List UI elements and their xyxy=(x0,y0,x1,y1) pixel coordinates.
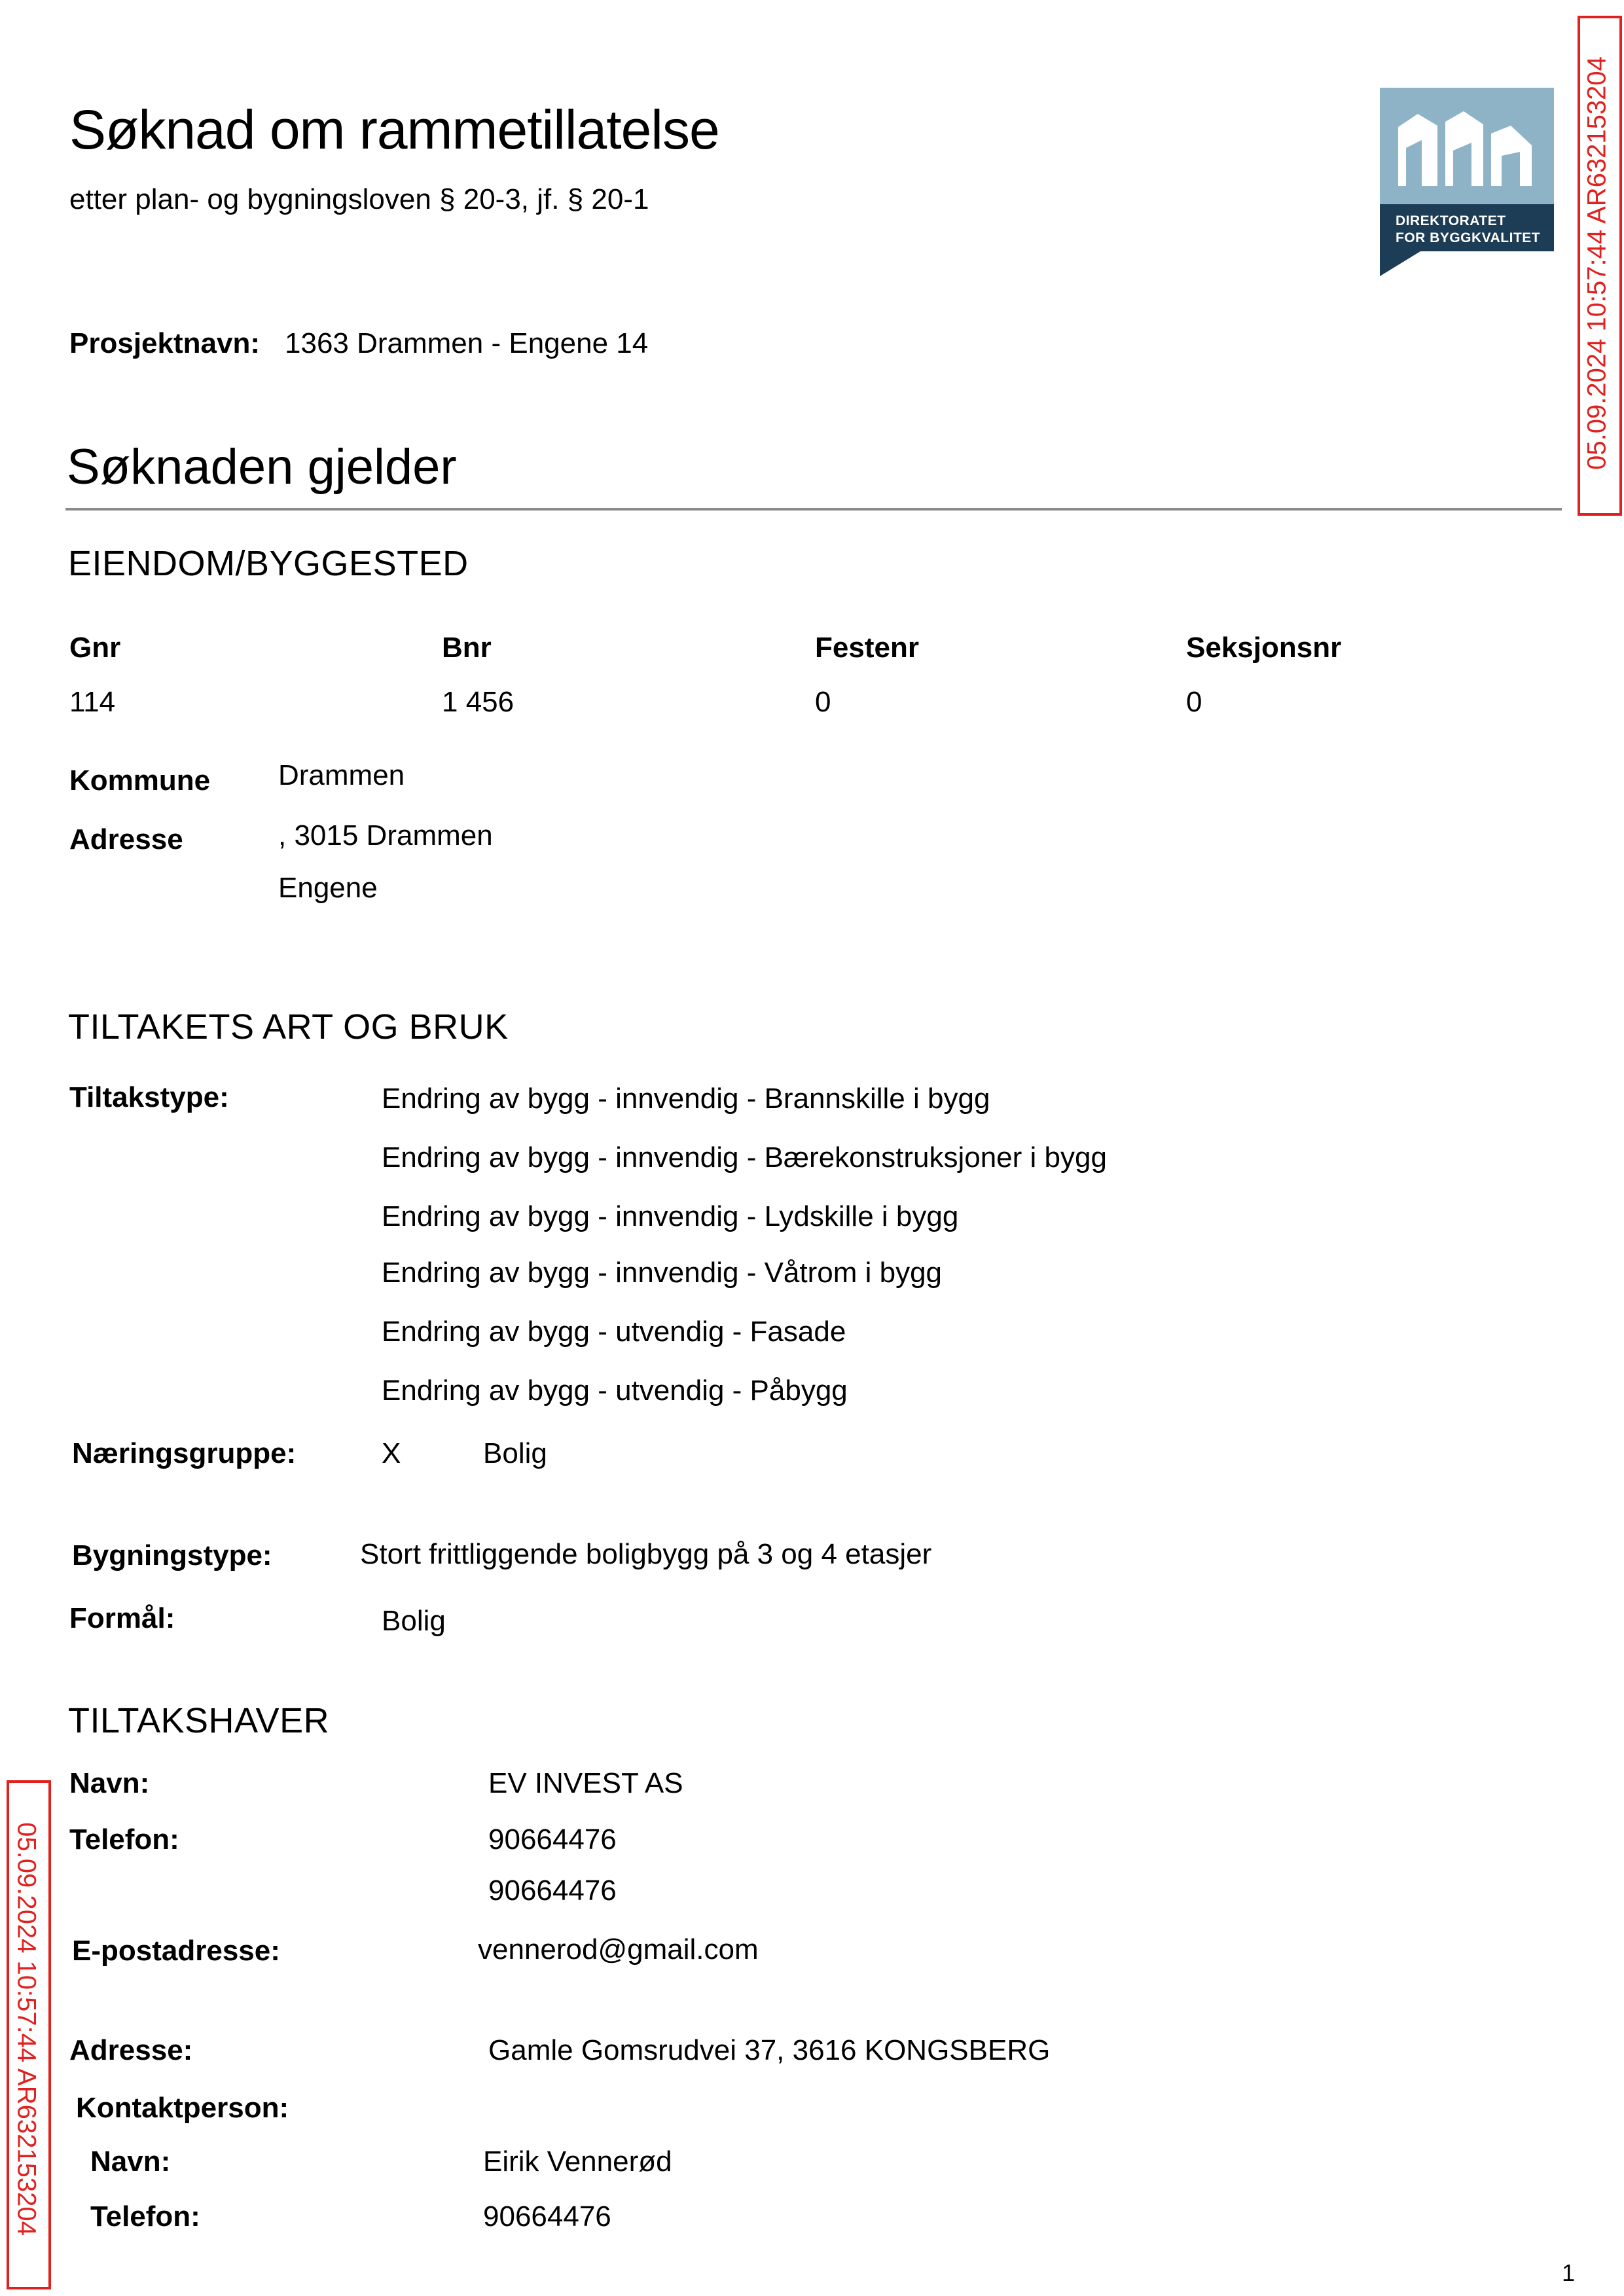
formaal-label: Formål: xyxy=(69,1602,175,1634)
owner-phone-value-secondary: 90664476 xyxy=(488,1874,617,1907)
property-address-line2: Engene xyxy=(278,872,378,904)
tiltakstype-label: Tiltakstype: xyxy=(69,1081,229,1113)
bnr-label: Bnr xyxy=(442,632,492,664)
naeringsgruppe-value: Bolig xyxy=(483,1437,547,1469)
festenr-value: 0 xyxy=(815,686,831,718)
contact-name-value: Eirik Vennerød xyxy=(483,2145,672,2178)
tiltakstype-item: Endring av bygg - innvendig - Lydskille i bygg xyxy=(382,1200,959,1232)
contact-phone-value: 90664476 xyxy=(483,2200,611,2233)
contact-person-label: Kontaktperson: xyxy=(76,2092,289,2124)
festenr-label: Festenr xyxy=(815,632,919,664)
logo-building-graphic xyxy=(1380,88,1554,204)
naeringsgruppe-code: X xyxy=(382,1437,401,1469)
owner-address-label: Adresse: xyxy=(69,2034,193,2066)
gnr-value: 114 xyxy=(69,686,116,718)
logo-text-line1: DIREKTORATET xyxy=(1396,213,1506,228)
seksjonsnr-value: 0 xyxy=(1186,686,1202,718)
owner-email-label: E-postadresse: xyxy=(72,1935,280,1967)
building-shapes-icon xyxy=(1380,88,1554,204)
owner-name-value: EV INVEST AS xyxy=(488,1767,683,1799)
bygningstype-label: Bygningstype: xyxy=(72,1539,272,1571)
section-divider xyxy=(65,508,1562,511)
logo-flag-shape xyxy=(1380,251,1420,276)
dibk-logo xyxy=(1380,88,1554,276)
tiltakstype-item: Endring av bygg - innvendig - Bærekonstruksjoner i bygg xyxy=(382,1141,1107,1174)
owner-email-value: vennerod@gmail.com xyxy=(478,1933,759,1965)
owner-name-label: Navn: xyxy=(69,1767,150,1799)
timestamp-stamp-bottom-text: 05.09.2024 10:57:44 AR632153204 xyxy=(12,1822,41,2236)
document-subtitle: etter plan- og bygningsloven § 20-3, jf. § 20-1 xyxy=(69,183,649,215)
logo-text-line2: FOR BYGGKVALITET xyxy=(1396,230,1541,245)
tiltakstype-item: Endring av bygg - innvendig - Brannskille i bygg xyxy=(382,1083,990,1115)
logo-text-band xyxy=(1380,204,1554,251)
tiltakstype-item: Endring av bygg - innvendig - Våtrom i bygg xyxy=(382,1257,943,1289)
measure-heading: TILTAKETS ART OG BRUK xyxy=(68,1007,509,1047)
kommune-value: Drammen xyxy=(278,759,405,791)
contact-phone-label: Telefon: xyxy=(90,2200,200,2233)
naeringsgruppe-label: Næringsgruppe: xyxy=(72,1437,297,1469)
owner-address-value: Gamle Gomsrudvei 37, 3616 KONGSBERG xyxy=(488,2034,1051,2066)
property-address-label: Adresse xyxy=(69,823,183,855)
seksjonsnr-label: Seksjonsnr xyxy=(1186,632,1342,664)
property-heading: EIENDOM/BYGGESTED xyxy=(68,544,469,583)
project-name-value: 1363 Drammen - Engene 14 xyxy=(285,327,649,359)
timestamp-stamp-top-text: 05.09.2024 10:57:44 AR632153204 xyxy=(1582,56,1612,470)
tiltakstype-item: Endring av bygg - utvendig - Påbygg xyxy=(382,1374,848,1407)
owner-phone-label: Telefon: xyxy=(69,1823,179,1856)
bnr-value: 1 456 xyxy=(442,686,514,718)
formaal-value: Bolig xyxy=(382,1605,446,1637)
property-address-line1: , 3015 Drammen xyxy=(278,819,493,852)
owner-heading: TILTAKSHAVER xyxy=(68,1701,330,1740)
contact-name-label: Navn: xyxy=(90,2145,171,2178)
project-name-label: Prosjektnavn: xyxy=(69,327,260,359)
gnr-label: Gnr xyxy=(69,632,121,664)
owner-phone-value: 90664476 xyxy=(488,1823,617,1856)
bygningstype-value: Stort frittliggende boligbygg på 3 og 4 etasjer xyxy=(360,1538,932,1570)
page-number: 1 xyxy=(1562,2259,1576,2286)
section-title: Søknaden gjelder xyxy=(67,439,457,495)
document-title: Søknad om rammetillatelse xyxy=(69,99,719,160)
kommune-label: Kommune xyxy=(69,764,211,797)
tiltakstype-item: Endring av bygg - utvendig - Fasade xyxy=(382,1316,846,1348)
